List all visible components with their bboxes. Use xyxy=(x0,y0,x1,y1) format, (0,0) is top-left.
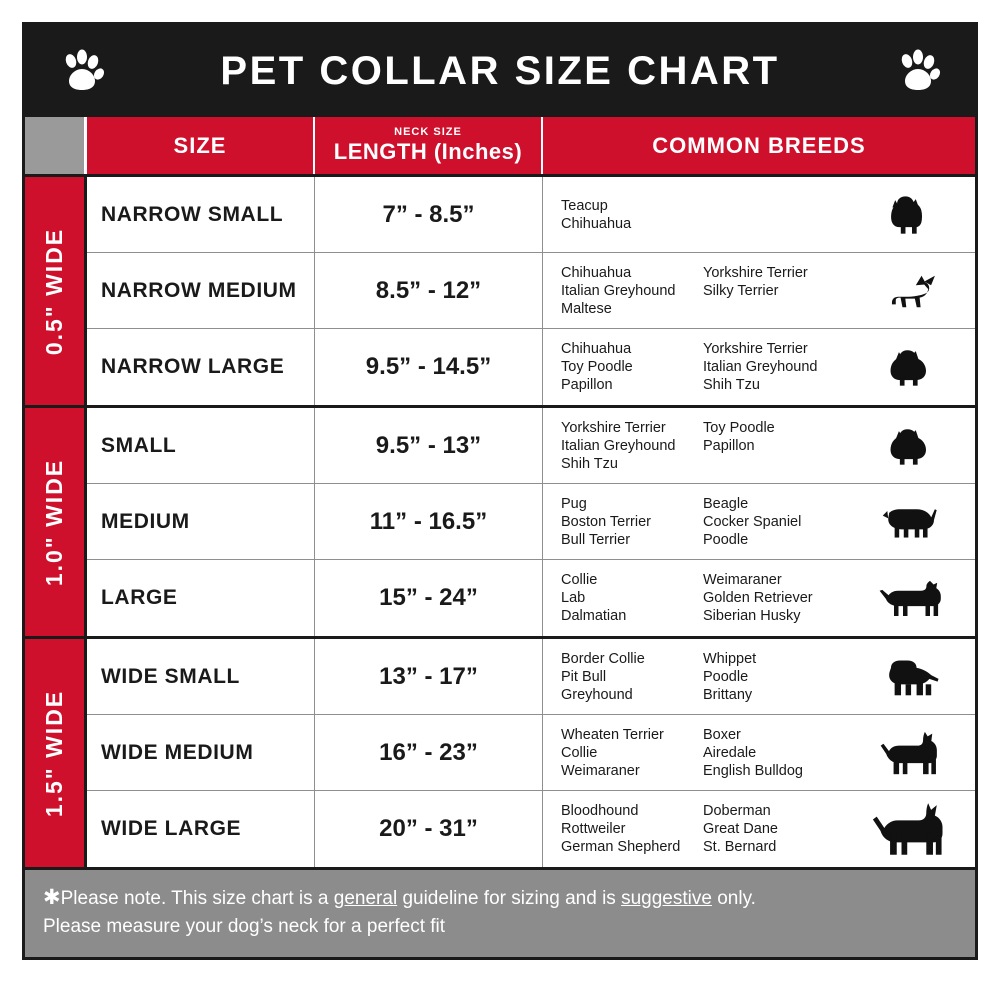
note-part-2: guideline for sizing and is xyxy=(397,888,622,909)
width-group-label xyxy=(25,408,87,636)
chart-body xyxy=(25,177,975,867)
table-row xyxy=(87,715,975,791)
row-breeds xyxy=(543,639,975,714)
breed-item: German Shepherd xyxy=(561,839,681,855)
breed-item: Italian Greyhound xyxy=(561,437,676,454)
column-header-length xyxy=(315,117,543,174)
width-group-label-text: 1.5" WIDE xyxy=(41,689,68,817)
papillon-silhouette xyxy=(857,332,967,402)
breed-item: Shih Tzu xyxy=(703,377,760,393)
size-chart xyxy=(22,22,978,960)
note-part-1: Please note. This size chart is a xyxy=(60,888,334,909)
breed-column-2 xyxy=(703,650,845,704)
breed-item: Weimaraner xyxy=(561,762,640,779)
breed-column-1 xyxy=(561,197,703,233)
page-title: PET COLLAR SIZE CHART xyxy=(220,48,780,93)
breed-column-1 xyxy=(561,726,703,780)
column-header-length-main: LENGTH (Inches) xyxy=(333,139,523,164)
breed-column-2 xyxy=(703,340,845,394)
breed-item: St. Bernard xyxy=(703,839,777,855)
breed-item: Weimaraner xyxy=(703,572,782,588)
breed-item: Yorkshire Terrier xyxy=(703,264,808,281)
breed-item: Silky Terrier xyxy=(703,282,779,299)
breed-item: Siberian Husky xyxy=(703,608,801,624)
row-size: LARGE xyxy=(87,560,315,636)
table-row xyxy=(87,408,975,484)
row-breeds xyxy=(543,408,975,483)
row-breeds xyxy=(543,484,975,559)
breed-item: Airedale xyxy=(703,744,757,761)
row-breeds xyxy=(543,560,975,636)
breed-item: Papillon xyxy=(703,437,755,454)
table-row xyxy=(87,177,975,253)
row-length: 15” - 24” xyxy=(315,560,543,636)
row-breeds xyxy=(543,791,975,867)
disclaimer-note xyxy=(25,867,975,957)
width-group-label-text: 1.0" WIDE xyxy=(41,458,68,586)
column-header-size: SIZE xyxy=(87,117,315,174)
breed-item: Poodle xyxy=(703,668,749,685)
width-group xyxy=(25,177,975,408)
row-length: 11” - 16.5” xyxy=(315,484,543,559)
row-size: NARROW MEDIUM xyxy=(87,253,315,328)
boxer-silhouette xyxy=(857,718,967,788)
row-length: 8.5” - 12” xyxy=(315,253,543,328)
table-row xyxy=(87,484,975,560)
breed-item: Teacup xyxy=(561,197,608,214)
width-group-label xyxy=(25,639,87,867)
row-size: MEDIUM xyxy=(87,484,315,559)
breed-item: Italian Greyhound xyxy=(561,282,676,299)
yorkie-silhouette xyxy=(857,180,967,250)
breed-column-2 xyxy=(703,419,845,473)
width-group-label-text: 0.5" WIDE xyxy=(41,227,68,355)
breed-column-2 xyxy=(703,264,845,318)
breed-column-2 xyxy=(703,495,845,549)
width-group-rows xyxy=(87,177,975,405)
breed-item: Papillon xyxy=(561,377,613,393)
breed-item: Greyhound xyxy=(561,686,633,703)
breed-item: Wheaten Terrier xyxy=(561,726,664,743)
breed-column-2 xyxy=(703,197,845,233)
breed-item: Poodle xyxy=(703,531,749,548)
breed-column-1 xyxy=(561,802,703,856)
paw-icon xyxy=(895,48,941,94)
breed-column-1 xyxy=(561,650,703,704)
column-header-breeds: COMMON BREEDS xyxy=(543,117,975,174)
row-size: NARROW SMALL xyxy=(87,177,315,252)
chihuahua-silhouette xyxy=(857,256,967,326)
breed-item: Shih Tzu xyxy=(561,455,618,472)
breed-column-1 xyxy=(561,495,703,549)
breed-item: Yorkshire Terrier xyxy=(561,419,666,436)
breed-item: Pit Bull xyxy=(561,668,607,685)
width-group-rows xyxy=(87,408,975,636)
bulldog-silhouette xyxy=(857,642,967,712)
breed-item: Chihuahua xyxy=(561,215,632,232)
breed-item: Collie xyxy=(561,744,598,761)
breed-item: Boxer xyxy=(703,726,741,743)
column-header-row xyxy=(25,117,975,177)
disclaimer-line-2: Please measure your dog’s neck for a perfect fit xyxy=(43,916,446,937)
table-row xyxy=(87,253,975,329)
breed-item: Boston Terrier xyxy=(561,513,651,530)
breed-column-2 xyxy=(703,726,845,780)
width-group-rows xyxy=(87,639,975,867)
breed-item: English Bulldog xyxy=(703,762,803,779)
breed-item: Toy Poodle xyxy=(561,359,633,375)
row-size: NARROW LARGE xyxy=(87,329,315,405)
column-header-length-sub: NECK SIZE xyxy=(394,126,462,138)
asterisk-icon: ✱ xyxy=(43,886,61,909)
column-header-spacer xyxy=(25,117,87,174)
table-row xyxy=(87,560,975,636)
row-length: 7” - 8.5” xyxy=(315,177,543,252)
breed-item: Border Collie xyxy=(561,650,645,667)
breed-item: Bull Terrier xyxy=(561,531,631,548)
breed-column-2 xyxy=(703,571,845,625)
breed-item: Pug xyxy=(561,495,587,512)
breed-item: Great Dane xyxy=(703,821,778,837)
breed-item: Collie xyxy=(561,572,598,588)
papillon-silhouette xyxy=(857,411,967,481)
pug-silhouette xyxy=(857,487,967,557)
row-breeds xyxy=(543,177,975,252)
row-size: SMALL xyxy=(87,408,315,483)
width-group-label xyxy=(25,177,87,405)
disclaimer-line-1 xyxy=(43,884,957,913)
breed-item: Maltese xyxy=(561,300,612,317)
note-emphasis-1: general xyxy=(333,888,398,909)
row-breeds xyxy=(543,253,975,328)
breed-column-2 xyxy=(703,802,845,856)
row-length: 9.5” - 14.5” xyxy=(315,329,543,405)
breed-item: Bloodhound xyxy=(561,803,639,819)
row-size: WIDE LARGE xyxy=(87,791,315,867)
width-group xyxy=(25,639,975,867)
breed-item: Italian Greyhound xyxy=(703,359,818,375)
breed-item: Chihuahua xyxy=(561,264,632,281)
retriever-silhouette xyxy=(857,563,967,633)
table-row xyxy=(87,639,975,715)
row-size: WIDE SMALL xyxy=(87,639,315,714)
row-length: 20” - 31” xyxy=(315,791,543,867)
row-size: WIDE MEDIUM xyxy=(87,715,315,790)
breed-item: Lab xyxy=(561,590,586,606)
table-row xyxy=(87,791,975,867)
breed-column-1 xyxy=(561,340,703,394)
breed-item: Dalmatian xyxy=(561,608,627,624)
doberman-silhouette xyxy=(857,794,967,864)
breed-item: Brittany xyxy=(703,686,753,703)
paw-icon xyxy=(59,48,105,94)
note-part-3: only. xyxy=(711,888,756,909)
breed-item: Whippet xyxy=(703,650,757,667)
row-length: 13” - 17” xyxy=(315,639,543,714)
width-group xyxy=(25,408,975,639)
breed-item: Rottweiler xyxy=(561,821,626,837)
breed-item: Golden Retriever xyxy=(703,590,813,606)
row-length: 16” - 23” xyxy=(315,715,543,790)
row-breeds xyxy=(543,715,975,790)
breed-item: Toy Poodle xyxy=(703,419,775,436)
breed-item: Doberman xyxy=(703,803,771,819)
row-length: 9.5” - 13” xyxy=(315,408,543,483)
breed-column-1 xyxy=(561,419,703,473)
chart-header xyxy=(25,25,975,117)
breed-item: Beagle xyxy=(703,495,749,512)
note-emphasis-2: suggestive xyxy=(621,888,712,909)
breed-item: Chihuahua xyxy=(561,341,632,357)
table-row xyxy=(87,329,975,405)
breed-column-1 xyxy=(561,571,703,625)
breed-item: Cocker Spaniel xyxy=(703,513,802,530)
breed-item: Yorkshire Terrier xyxy=(703,341,808,357)
row-breeds xyxy=(543,329,975,405)
breed-column-1 xyxy=(561,264,703,318)
